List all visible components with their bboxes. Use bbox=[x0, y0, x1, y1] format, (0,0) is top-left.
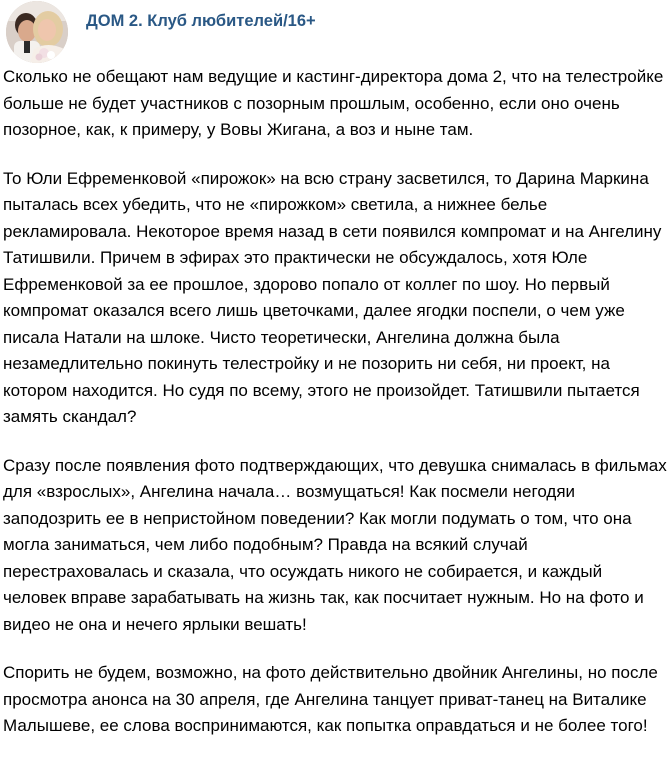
group-avatar-photo-icon bbox=[6, 1, 68, 63]
post-text bbox=[3, 64, 667, 762]
group-name-link[interactable]: ДОМ 2. Клуб любителей/16+ bbox=[86, 12, 316, 30]
post-paragraph: Сразу после появления фото подтверждающих, что девушка снималась в фильмах для «взрослых», Ангелина начала… возмущаться! Как посмели негодяи заподозрить ее в непристойном поведении? Как могли подумать о том, что она могла заниматься, чем либо подобным? Правда на всякий случай перестраховалась и сказала, что осуждать никого не собирается, и каждый человек вправе зарабатывать на жизнь так, как посчитает нужным. Но на фото и видео не она и нечего ярлыки вешать! bbox=[3, 455, 667, 634]
post-paragraph: То Юли Ефременковой «пирожок» на всю страну засветился, то Дарина Маркина пыталась всех убедить, что не «пирожком» светила, а нижнее белье рекламировала. Некоторое время назад в сети появился компромат и на Ангелину Татишвили. Причем в эфирах это практически не обсуждалось, хотя Юле Ефременковой за ее прошлое, здорово попало от коллег по шоу. Но первый компромат оказался всего лишь цветочками, далее ягодки поспели, о чем уже писала Натали на шлоке. Чисто теоретически, Ангелина должна была незамедлительно покинуть телестройку и не позорить ни себя, ни проект, на котором находится. Но судя по всему, этого не произойдет. Татишвили пытается замять скандал? bbox=[3, 168, 662, 426]
post-paragraph: Сколько не обещают нам ведущие и кастинг-директора дома 2, что на телестройке больше не будет участников с позорным прошлым, особенно, если оно очень позорное, как, к примеру, у Вовы Жигана, а воз и ныне там. bbox=[3, 67, 664, 139]
post-header bbox=[0, 0, 670, 64]
group-avatar[interactable] bbox=[6, 1, 68, 63]
post-paragraph: Спорить не будем, возможно, на фото действительно двойник Ангелины, но после просмотра анонса на 30 апреля, где Ангелина танцует приват-танец на Виталике Малышеве, ее слова воспринимаются, как попытка оправдаться и не более того! bbox=[3, 663, 658, 735]
